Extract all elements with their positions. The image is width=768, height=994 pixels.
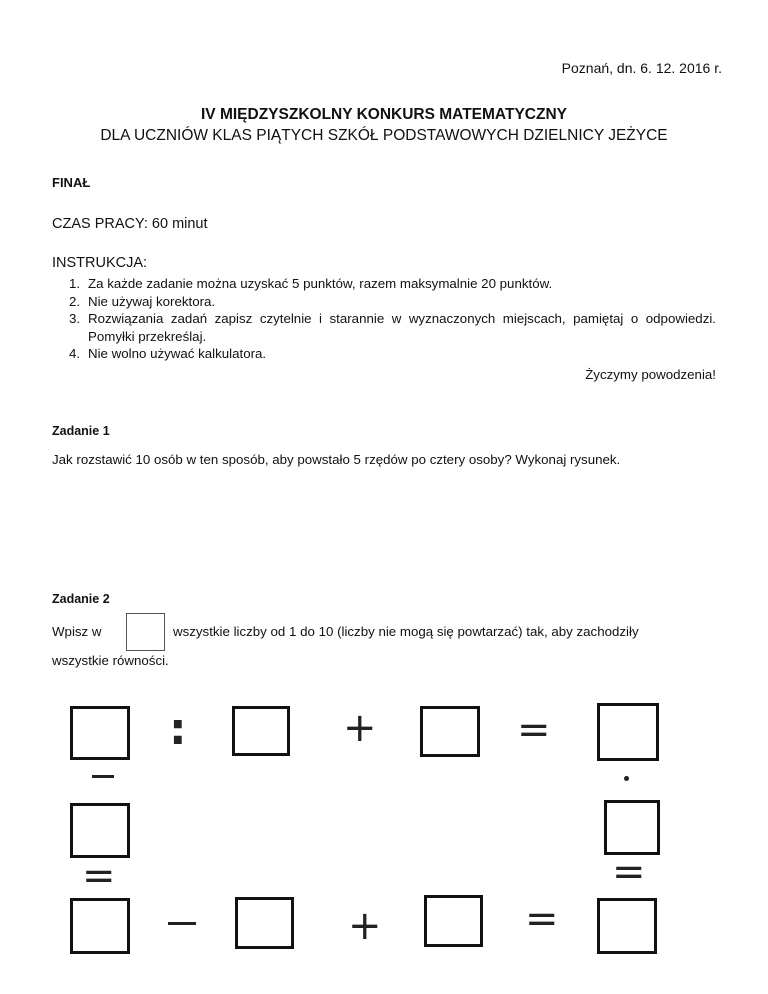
equals-operator-left: =	[82, 853, 116, 899]
document-date: Poznań, dn. 6. 12. 2016 r.	[561, 60, 722, 76]
minus-operator-bottom	[168, 922, 196, 925]
task2-text-before-box: Wpisz w	[52, 624, 102, 639]
answer-box-top-3[interactable]	[420, 706, 480, 757]
instruction-item: 3. Rozwiązania zadań zapisz czytelnie i starannie w wyznaczonych miejscach, pamiętaj o odpowiedzi. Pomyłki przekreślaj.	[69, 311, 716, 344]
multiply-operator-right	[624, 776, 629, 781]
divide-operator: :	[169, 704, 187, 755]
answer-box-right-middle[interactable]	[604, 800, 660, 855]
contest-subtitle: DLA UCZNIÓW KLAS PIĄTYCH SZKÓŁ PODSTAWOWYCH DZIELNICY JEŻYCE	[100, 127, 668, 144]
answer-box-left-middle[interactable]	[70, 803, 130, 858]
stage-label: FINAŁ	[52, 175, 91, 190]
answer-box-bottom-4[interactable]	[597, 898, 657, 954]
task1-heading: Zadanie 1	[52, 424, 110, 438]
task2-heading: Zadanie 2	[52, 592, 110, 606]
good-luck-wish: Życzymy powodzenia!	[585, 367, 716, 382]
instruction-item: 2. Nie używaj korektora.	[69, 293, 216, 309]
answer-box-bottom-2[interactable]	[235, 897, 294, 949]
equals-operator-top: =	[517, 707, 551, 753]
plus-operator-bottom: +	[348, 903, 382, 949]
answer-box-top-2[interactable]	[232, 706, 290, 756]
answer-box-bottom-1[interactable]	[70, 898, 130, 954]
instruction-item: 1. Za każde zadanie można uzyskać 5 punktów, razem maksymalnie 20 punktów.	[69, 276, 553, 291]
plus-operator-top: +	[343, 705, 377, 751]
equals-operator-bottom: =	[525, 896, 559, 942]
instructions-list	[52, 275, 716, 363]
task1-text: Jak rozstawić 10 osób w ten sposób, aby powstało 5 rzędów po cztery osoby? Wykonaj rysunek.	[52, 452, 621, 467]
equals-operator-right: =	[612, 849, 646, 895]
task2-text-line2: wszystkie równości.	[52, 653, 169, 668]
minus-operator-left	[92, 775, 114, 778]
contest-title: IV MIĘDZYSZKOLNY KONKURS MATEMATYCZNY	[201, 106, 567, 123]
answer-box-bottom-3[interactable]	[424, 895, 483, 947]
task2-text-after-box: wszystkie liczby od 1 do 10 (liczby nie mogą się powtarzać) tak, aby zachodziły	[173, 624, 639, 639]
instruction-item: 4. Nie wolno używać kalkulatora.	[69, 346, 267, 361]
instructions-heading: INSTRUKCJA:	[52, 255, 148, 271]
answer-box-top-4[interactable]	[597, 703, 659, 761]
example-answer-box	[126, 613, 165, 651]
time-limit: CZAS PRACY: 60 minut	[52, 216, 208, 232]
answer-box-top-1[interactable]	[70, 706, 130, 760]
